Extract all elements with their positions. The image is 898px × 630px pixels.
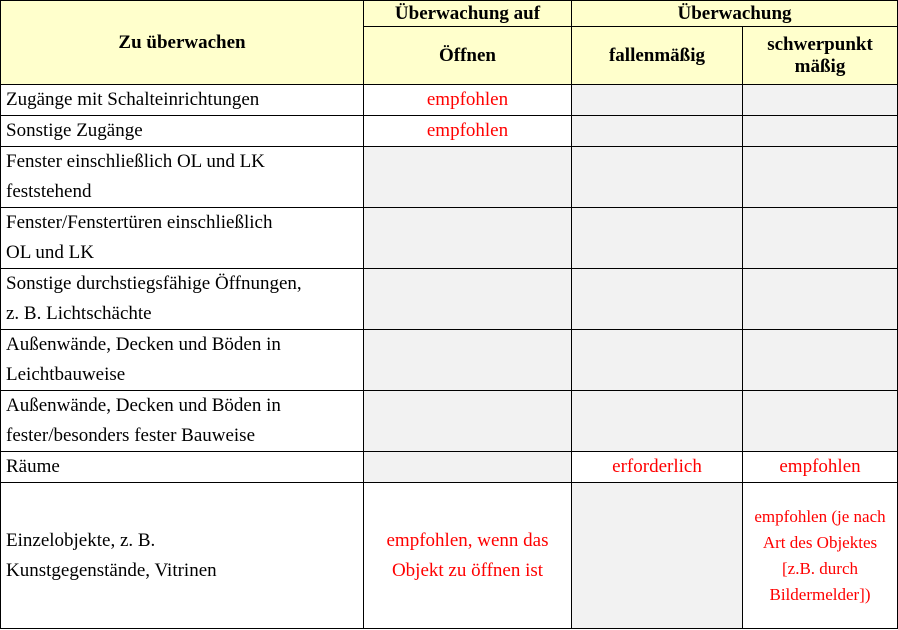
cell-schwerpunktmaessig (743, 391, 898, 452)
row-label (1, 330, 364, 391)
row-label-text: Fenster/Fenstertüren einschließlich OL und LK (6, 212, 273, 263)
cell-oeffnen: empfohlen (364, 85, 572, 116)
cell-oeffnen-text: empfohlen, wenn das Objekt zu öffnen ist (386, 529, 549, 581)
cell-oeffnen (364, 391, 572, 452)
row-label (1, 483, 364, 629)
table-row (1, 147, 898, 208)
cell-fallenmaessig (572, 208, 743, 269)
header-group-ueberwachung-auf: Überwachung auf (364, 1, 572, 27)
row-label-text: Sonstige durchstiegsfähige Öffnungen, z. B. Lichtschächte (6, 273, 302, 324)
cell-oeffnen (364, 147, 572, 208)
cell-oeffnen (364, 208, 572, 269)
cell-fallenmaessig (572, 147, 743, 208)
cell-fallenmaessig: erforderlich (572, 452, 743, 483)
cell-oeffnen (364, 269, 572, 330)
table-row (1, 452, 898, 483)
row-label (1, 391, 364, 452)
header-group-ueberwachung: Überwachung (572, 1, 898, 27)
header-oeffnen: Öffnen (364, 27, 572, 85)
table-row (1, 208, 898, 269)
cell-schwerpunktmaessig (743, 208, 898, 269)
cell-fallenmaessig (572, 85, 743, 116)
header-schwerpunktmaessig-text: schwerpunkt mäßig (767, 33, 873, 77)
row-label (1, 208, 364, 269)
cell-oeffnen (364, 330, 572, 391)
cell-oeffnen: empfohlen (364, 116, 572, 147)
table-row (1, 483, 898, 629)
cell-schwerpunktmaessig (743, 330, 898, 391)
cell-schwerpunktmaessig (743, 483, 898, 629)
header-zu-ueberwachen: Zu überwachen (1, 1, 364, 85)
row-label: Sonstige Zugänge (1, 116, 364, 147)
table-row (1, 330, 898, 391)
table-row (1, 85, 898, 116)
cell-fallenmaessig (572, 391, 743, 452)
cell-oeffnen (364, 483, 572, 629)
row-label: Zugänge mit Schalteinrichtungen (1, 85, 364, 116)
table-row (1, 116, 898, 147)
row-label-text: Einzelobjekte, z. B. Kunstgegenstände, Vitrinen (6, 529, 217, 581)
row-label (1, 147, 364, 208)
cell-schwerpunktmaessig-text: empfohlen (je nach Art des Objektes [z.B. durch Bildermelder]) (754, 506, 886, 604)
cell-fallenmaessig (572, 116, 743, 147)
table-row (1, 391, 898, 452)
row-label-text: Fenster einschließlich OL und LK feststehend (6, 151, 265, 202)
cell-schwerpunktmaessig (743, 85, 898, 116)
cell-schwerpunktmaessig: empfohlen (743, 452, 898, 483)
header-fallenmaessig: fallenmäßig (572, 27, 743, 85)
row-label-text: Außenwände, Decken und Böden in fester/besonders fester Bauweise (6, 395, 281, 446)
row-label-text: Außenwände, Decken und Böden in Leichtbauweise (6, 334, 281, 385)
header-schwerpunktmaessig (743, 27, 898, 85)
cell-fallenmaessig (572, 483, 743, 629)
cell-schwerpunktmaessig (743, 269, 898, 330)
cell-schwerpunktmaessig (743, 147, 898, 208)
cell-schwerpunktmaessig (743, 116, 898, 147)
cell-fallenmaessig (572, 269, 743, 330)
cell-fallenmaessig (572, 330, 743, 391)
cell-oeffnen (364, 452, 572, 483)
table-row (1, 269, 898, 330)
row-label: Räume (1, 452, 364, 483)
row-label (1, 269, 364, 330)
